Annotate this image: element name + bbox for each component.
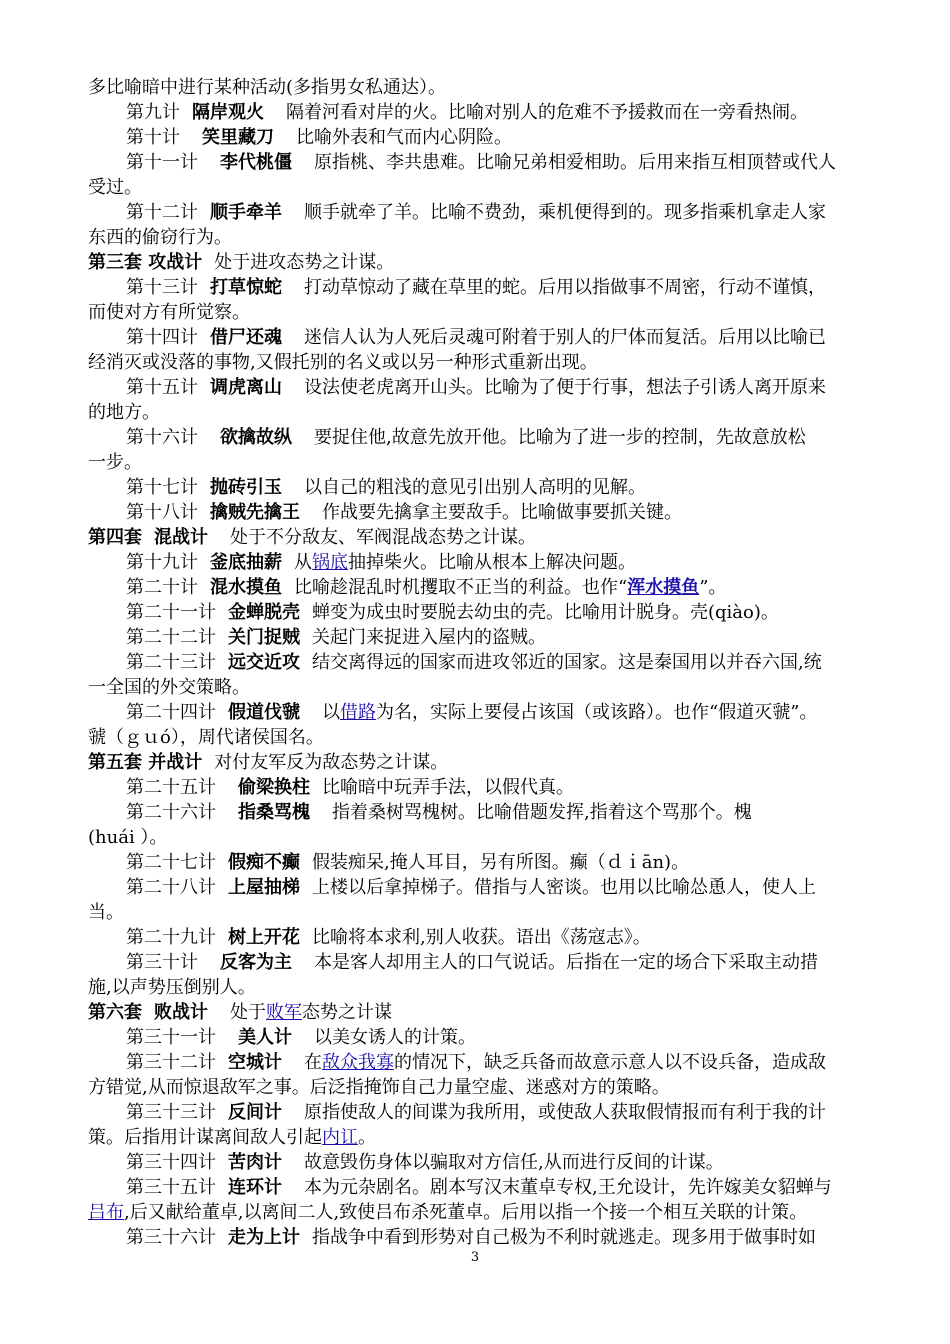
stratagem-entry-27 (126, 851, 880, 875)
text-line: 的地方。 (88, 402, 160, 423)
stratagem-number: 第二十八计 (126, 877, 216, 898)
stratagem-title: 指桑骂槐 (238, 802, 310, 823)
stratagem-title: 上屋抽梯 (228, 877, 300, 898)
stratagem-desc: 以美女诱人的计策。 (314, 1027, 476, 1048)
stratagem-desc: 设法使老虎离开山头。比喻为了便于行事，想法子引诱人离开原来 (304, 377, 826, 398)
stratagem-number: 第二十六计 (126, 802, 216, 823)
stratagem-desc: 打动草惊动了藏在草里的蛇。后用以指做事不周密，行动不谨慎， (304, 277, 826, 298)
section-heading-6 (88, 1001, 880, 1025)
stratagem-number: 第二十计 (126, 577, 198, 598)
section-title: 第六套 (88, 1002, 142, 1023)
text-line: 受过。 (88, 177, 142, 198)
stratagem-desc: 假装痴呆,掩人耳目，另有所图。癫（ｄｉān)。 (312, 852, 690, 873)
stratagem-entry-18 (126, 501, 880, 525)
stratagem-desc: 以自己的粗浅的意见引出别人高明的见解。 (304, 477, 646, 498)
stratagem-entry-22 (126, 626, 880, 650)
stratagem-title: 笑里藏刀 (202, 127, 274, 148)
paragraph-line (88, 1126, 880, 1150)
stratagem-title: 隔岸观火 (192, 102, 264, 123)
stratagem-title: 混水摸鱼 (210, 577, 282, 598)
text-line: 经消灭或没落的事物,又假托别的名义或以另一种形式重新出现。 (88, 352, 598, 373)
text-line: 当。 (88, 902, 124, 923)
stratagem-number: 第十七计 (126, 477, 198, 498)
stratagem-desc: 的情况下，缺乏兵备而故意示意人以不设兵备，造成敌 (394, 1052, 826, 1073)
stratagem-title: 打草惊蛇 (210, 277, 282, 298)
stratagem-title: 假痴不癫 (228, 852, 300, 873)
stratagem-title: 欲擒故纵 (220, 427, 292, 448)
text-line: 策。后指用计谋离间敌人引起 (88, 1127, 322, 1148)
stratagem-desc: 在 (304, 1052, 322, 1073)
stratagem-number: 第十二计 (126, 202, 198, 223)
stratagem-desc: 原指使敌人的间谍为我所用，或使敌人获取假情报而有利于我的计 (304, 1102, 826, 1123)
stratagem-entry-9 (126, 101, 880, 125)
section-title: 第三套 攻战计 (88, 252, 203, 273)
stratagem-number: 第十计 (126, 127, 180, 148)
stratagem-desc: 上楼以后拿掉梯子。借指与人密谈。也用以比喻怂恿人，使人上 (312, 877, 816, 898)
text-line: (huái ）。 (88, 827, 168, 848)
stratagem-desc: 作战要先擒拿主要敌手。比喻做事要抓关键。 (322, 502, 682, 523)
stratagem-number: 第十四计 (126, 327, 198, 348)
stratagem-number: 第三十四计 (126, 1152, 216, 1173)
stratagem-entry-12 (126, 201, 880, 225)
stratagem-title: 走为上计 (228, 1227, 300, 1248)
stratagem-title: 借尸还魂 (210, 327, 282, 348)
stratagem-title: 金蝉脱壳 (228, 602, 300, 623)
stratagem-number: 第三十二计 (126, 1052, 216, 1073)
section-heading-3 (88, 251, 880, 275)
stratagem-entry-28 (126, 876, 880, 900)
stratagem-entry-32 (126, 1051, 880, 1075)
stratagem-desc: 比喻外表和气而内心阴险。 (296, 127, 512, 148)
stratagem-number: 第三十五计 (126, 1177, 216, 1198)
section-title: 第五套 并战计 (88, 752, 203, 773)
stratagem-number: 第三十一计 (126, 1027, 216, 1048)
paragraph-line (88, 901, 880, 925)
paragraph-line (88, 451, 880, 475)
stratagem-title: 釜底抽薪 (210, 552, 282, 573)
stratagem-title: 调虎离山 (210, 377, 282, 398)
paragraph-line (88, 1076, 880, 1100)
text-line: 而使对方有所觉察。 (88, 302, 250, 323)
stratagem-entry-30 (126, 951, 880, 975)
stratagem-entry-29 (126, 926, 880, 950)
stratagem-entry-17 (126, 476, 880, 500)
stratagem-entry-25 (126, 776, 880, 800)
section-title: 混战计 (154, 527, 208, 548)
section-heading-5 (88, 751, 880, 775)
stratagem-title: 擒贼先擒王 (210, 502, 300, 523)
stratagem-title: 连环计 (228, 1177, 282, 1198)
stratagem-number: 第十六计 (126, 427, 198, 448)
stratagem-desc: 比喻暗中玩弄手法，以假代真。 (322, 777, 574, 798)
stratagem-number: 第十八计 (126, 502, 198, 523)
stratagem-number: 第二十二计 (126, 627, 216, 648)
stratagem-number: 第九计 (126, 102, 180, 123)
stratagem-number: 第二十五计 (126, 777, 216, 798)
stratagem-entry-24 (126, 701, 880, 725)
link-lvbu[interactable]: 吕布 (88, 1202, 124, 1223)
stratagem-number: 第二十四计 (126, 702, 216, 723)
stratagem-desc: 结交离得远的国家而进攻邻近的国家。这是秦国用以并吞六国,统 (312, 652, 822, 673)
stratagem-title: 远交近攻 (228, 652, 300, 673)
stratagem-title: 偷梁换柱 (238, 777, 310, 798)
stratagem-title: 美人计 (238, 1027, 292, 1048)
stratagem-desc: 原指桃、李共患难。比喻兄弟相爱相助。后用来指互相顶替或代人 (314, 152, 836, 173)
paragraph-line (88, 826, 880, 850)
stratagem-title: 顺手牵羊 (210, 202, 282, 223)
stratagem-entry-35 (126, 1176, 880, 1200)
stratagem-title: 反间计 (228, 1102, 282, 1123)
link-baijun[interactable]: 败军 (266, 1002, 302, 1023)
stratagem-desc: 蝉变为成虫时要脱去幼虫的壳。比喻用计脱身。壳(qiào)。 (312, 602, 779, 623)
link-dizhongwogua[interactable]: 敌众我寡 (322, 1052, 394, 1073)
text-line: 施,以声势压倒别人。 (88, 977, 256, 998)
stratagem-number: 第三十三计 (126, 1102, 216, 1123)
paragraph-line (88, 226, 880, 250)
link-hunshuimoyu[interactable]: 浑水摸鱼 (627, 577, 700, 598)
text-line: 方错觉,从而惊退敌军之事。后泛指掩饰自己力量空虚、迷惑对方的策略。 (88, 1077, 670, 1098)
paragraph-line (88, 351, 880, 375)
stratagem-desc: 从 (294, 552, 312, 573)
stratagem-desc: 指着桑树骂槐树。比喻借题发挥,指着这个骂那个。槐 (332, 802, 752, 823)
stratagem-title: 假道伐虢 (228, 702, 300, 723)
text-line: ,后又献给董卓,以离间二人,致使吕布杀死董卓。后用以指一个接一个相互关联的计策。 (124, 1202, 808, 1223)
stratagem-desc: 顺手就牵了羊。比喻不费劲，乘机便得到的。现多指乘机拿走人家 (304, 202, 826, 223)
section-title: 败战计 (154, 1002, 208, 1023)
stratagem-title: 苦肉计 (228, 1152, 282, 1173)
section-title: 第四套 (88, 527, 142, 548)
section-desc: 处于 (230, 1002, 266, 1023)
stratagem-number: 第十三计 (126, 277, 198, 298)
stratagem-desc: 本是客人却用主人的口气说话。后指在一定的场合下采取主动措 (314, 952, 818, 973)
stratagem-desc: 隔着河看对岸的火。比喻对别人的危难不予援救而在一旁看热闹。 (286, 102, 808, 123)
link-neihong[interactable]: 内讧 (322, 1127, 358, 1148)
paragraph-line (88, 301, 880, 325)
stratagem-entry-11 (126, 151, 880, 175)
section-desc: 处于不分敌友、军阀混战态势之计谋。 (230, 527, 536, 548)
section-heading-4 (88, 526, 880, 550)
stratagem-entry-23 (126, 651, 880, 675)
text-line: 东西的偷窃行为。 (88, 227, 232, 248)
stratagem-title: 关门捉贼 (228, 627, 300, 648)
stratagem-entry-10 (126, 126, 880, 150)
stratagem-desc: 比喻将本求利,别人收获。语出《荡寇志》。 (312, 927, 651, 948)
paragraph-line (88, 676, 880, 700)
stratagem-title: 树上开花 (228, 927, 300, 948)
paragraph-line (88, 726, 880, 750)
stratagem-desc: 指战争中看到形势对自己极为不利时就逃走。现多用于做事时如 (312, 1227, 816, 1248)
stratagem-entry-14 (126, 326, 880, 350)
stratagem-title: 抛砖引玉 (210, 477, 282, 498)
text-line: 一全国的外交策略。 (88, 677, 250, 698)
paragraph-line (88, 401, 880, 425)
stratagem-desc: 以 (322, 702, 340, 723)
stratagem-number: 第二十九计 (126, 927, 216, 948)
stratagem-entry-34 (126, 1151, 880, 1175)
text-line: 虢（ｇｕó），周代诸侯国名。 (88, 727, 324, 748)
paragraph-line (88, 976, 880, 1000)
stratagem-desc: ”。 (699, 577, 727, 598)
stratagem-number: 第二十七计 (126, 852, 216, 873)
stratagem-entry-36 (126, 1226, 880, 1250)
paragraph-line (88, 176, 880, 200)
text-line: 一步。 (88, 452, 142, 473)
stratagem-title: 空城计 (228, 1052, 282, 1073)
stratagem-desc: 抽掉柴火。比喻从根本上解决问题。 (348, 552, 636, 573)
stratagem-entry-33 (126, 1101, 880, 1125)
stratagem-desc: 迷信人认为人死后灵魂可附着于别人的尸体而复活。后用以比喻已 (304, 327, 826, 348)
section-desc: 处于进攻态势之计谋。 (214, 252, 395, 273)
stratagem-number: 第三十计 (126, 952, 198, 973)
stratagem-desc: 比喻趁混乱时机攫取不正当的利益。也作“ (294, 577, 628, 598)
page-number: 3 (470, 1250, 480, 1265)
stratagem-entry-19 (126, 551, 880, 575)
stratagem-entry-16 (126, 426, 880, 450)
stratagem-entry-31 (126, 1026, 880, 1050)
stratagem-desc: 本为元杂剧名。剧本写汉末董卓专权,王允设计，先许嫁美女貂蝉与 (304, 1177, 832, 1198)
section-desc: 态势之计谋 (302, 1002, 392, 1023)
text-line: 多比喻暗中进行某种活动(多指男女私通达）。 (88, 77, 447, 98)
stratagem-number: 第十九计 (126, 552, 198, 573)
text-line: 。 (358, 1127, 376, 1148)
stratagem-desc: 为名，实际上要侵占该国（或该路）。也作“假道灭虢”。 (376, 702, 818, 723)
stratagem-title: 李代桃僵 (220, 152, 292, 173)
link-jielu[interactable]: 借路 (340, 702, 376, 723)
stratagem-number: 第十五计 (126, 377, 198, 398)
stratagem-number: 第三十六计 (126, 1227, 216, 1248)
stratagem-title: 反客为主 (220, 952, 292, 973)
stratagem-desc: 关起门来捉进入屋内的盗贼。 (312, 627, 546, 648)
link-guodi[interactable]: 锅底 (312, 552, 348, 573)
stratagem-number: 第二十一计 (126, 602, 216, 623)
paragraph-line (88, 76, 880, 100)
stratagem-entry-15 (126, 376, 880, 400)
stratagem-number: 第十一计 (126, 152, 198, 173)
stratagem-entry-13 (126, 276, 880, 300)
stratagem-desc: 故意毁伤身体以骗取对方信任,从而进行反间的计谋。 (304, 1152, 724, 1173)
stratagem-entry-26 (126, 801, 880, 825)
stratagem-number: 第二十三计 (126, 652, 216, 673)
stratagem-entry-20 (126, 576, 880, 600)
section-desc: 对付友军反为敌态势之计谋。 (214, 752, 449, 773)
stratagem-entry-21 (126, 601, 880, 625)
stratagem-desc: 要捉住他,故意先放开他。比喻为了进一步的控制，先故意放松 (314, 427, 806, 448)
paragraph-line (88, 1201, 880, 1225)
